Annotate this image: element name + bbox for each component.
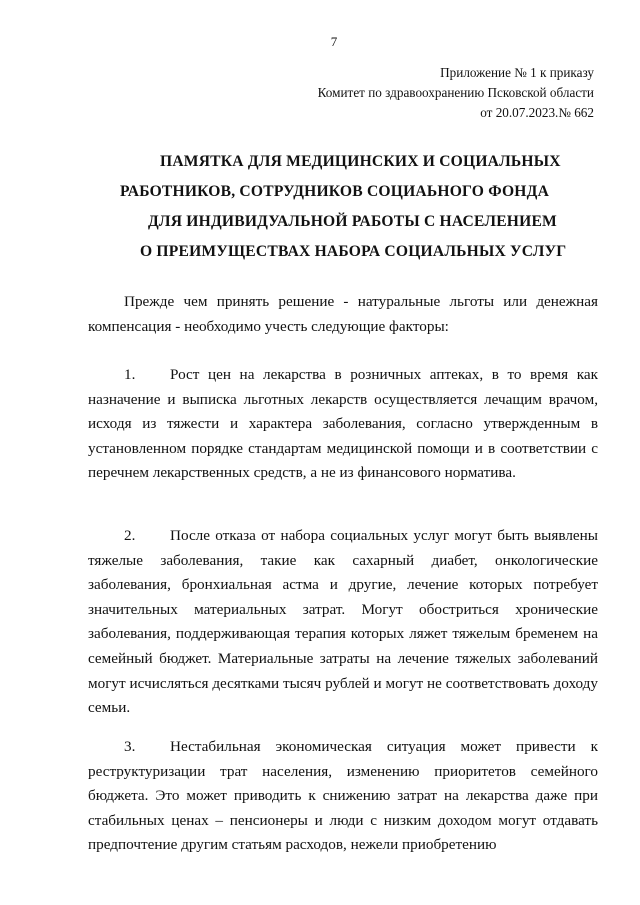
title-line-4: О ПРЕИМУЩЕСТВАХ НАБОРА СОЦИАЛЬНЫХ УСЛУГ bbox=[140, 243, 567, 260]
title-line-2: РАБОТНИКОВ, СОТРУДНИКОВ СОЦИАЬНОГО ФОНДА bbox=[120, 183, 550, 200]
list-item-3-text: Нестабильная экономическая ситуация может привести к реструктуризации трат населения, изменению приоритетов семейного бюджета. Это может приводить к снижению затрат на лекарства даже при стабильных ценах – пенсионеры и люди с низким доходом могут отдавать предпочтение другим статьям расходов, нежели приобретению bbox=[88, 738, 598, 854]
intro-paragraph: Прежде чем принять решение - натуральные льготы или денежная компенсация - необходимо учесть следующие факторы: bbox=[88, 293, 598, 335]
title-line-1: ПАМЯТКА ДЛЯ МЕДИЦИНСКИХ И СОЦИАЛЬНЫХ bbox=[160, 153, 561, 170]
list-item-2-number: 2. bbox=[124, 527, 136, 544]
list-item-1-text: Рост цен на лекарства в розничных аптеках, в то время как назначение и выписка льготных лекарств осуществляется лечащим врачом, исходя из тяжести и характера заболевания, согласно утвержденным в установленном порядке стандартам медицинской помощи и в соответствии с перечнем лекарственных средств, а не из финансового норматива. bbox=[88, 366, 598, 482]
list-item-3-number: 3. bbox=[124, 738, 136, 755]
list-item-1-number: 1. bbox=[124, 366, 136, 383]
list-item-2 bbox=[88, 524, 598, 721]
annex-line-3: от 20.07.2023.№ 662 bbox=[480, 105, 594, 120]
list-item-2-text: После отказа от набора социальных услуг могут быть выявлены тяжелые заболевания, такие как сахарный диабет, онкологические заболевания, бронхиальная астма и другие, лечение которых потребует значительных материальных затрат. Могут обостриться хронические заболевания, поддерживающая терапия которых ляжет тяжелым бременем на семейный бюджет. Материальные затраты на лечение тяжелых заболеваний могут исчисляться десятками тысяч рублей и могут не соответствовать доходу семьи. bbox=[88, 527, 598, 717]
list-item-1 bbox=[88, 363, 598, 486]
document-title bbox=[0, 147, 640, 267]
title-line-3: ДЛЯ ИНДИВИДУАЛЬНОЙ РАБОТЫ С НАСЕЛЕНИЕМ bbox=[148, 213, 557, 230]
page-number: 7 bbox=[330, 34, 338, 49]
annex-header bbox=[318, 63, 594, 123]
annex-line-1: Приложение № 1 к приказу bbox=[440, 65, 594, 80]
annex-line-2: Комитет по здравоохранению Псковской области bbox=[317, 85, 594, 100]
list-item-3 bbox=[88, 735, 598, 858]
